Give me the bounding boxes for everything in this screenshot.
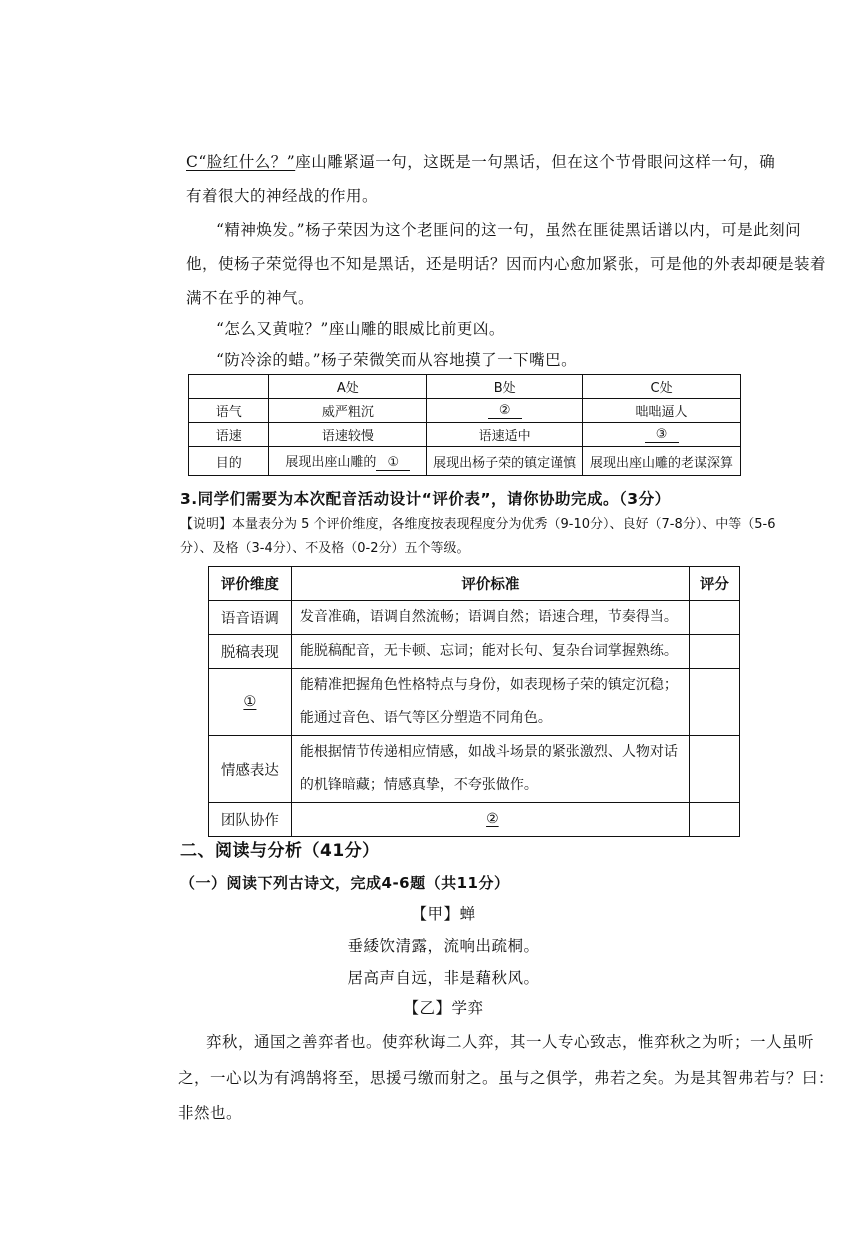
prose-title: 【乙】学弈 — [403, 999, 484, 1017]
answer-blank-2: ② — [486, 811, 499, 827]
row-label: 目的 — [189, 447, 269, 476]
score-cell — [689, 803, 739, 837]
score-cell — [689, 669, 739, 736]
row-label: 语气 — [189, 399, 269, 423]
passage-para-4: “防冷涂的蜡。”杨子荣微笑而从容地摸了一下嘴巴。 — [216, 351, 578, 369]
row-label: 语速 — [189, 423, 269, 447]
criteria-line: 的机锋暗藏；情感真挚，不夸张做作。 — [299, 777, 538, 793]
table-row — [209, 669, 740, 736]
answer-blank-3: ③ — [645, 427, 679, 443]
dimension-cell: 情感表达 — [209, 736, 292, 803]
evaluation-table — [208, 566, 740, 837]
table-row — [189, 447, 741, 476]
table-header-cell: B处 — [427, 375, 583, 399]
cell-text: 展现出座山雕的 — [285, 455, 377, 470]
criteria-cell: 发音准确，语调自然流畅；语调自然；语速合理，节奏得当。 — [291, 601, 689, 635]
criteria-cell — [291, 736, 689, 803]
table-row — [209, 635, 740, 669]
table-cell: 语速较慢 — [269, 423, 427, 447]
answer-blank-2: ② — [488, 403, 522, 419]
passage-para-2-line-2: 他，使杨子荣觉得也不知是黑话，还是明话？因而内心愈加紧张，可是他的外表却硬是装着 — [186, 255, 827, 273]
dubbing-table — [188, 374, 741, 476]
table-header-cell: 评分 — [689, 567, 739, 601]
prose-line-3: 非然也。 — [178, 1104, 243, 1122]
passage-text: 座山雕紧逼一句，这既是一句黑话，但在这个节骨眼问这样一句，确 — [295, 153, 776, 171]
table-cell: 咄咄逼人 — [583, 399, 741, 423]
table-cell — [583, 423, 741, 447]
dimension-cell — [209, 669, 292, 736]
table-cell: 语速适中 — [427, 423, 583, 447]
table-header-cell: 评价维度 — [209, 567, 292, 601]
answer-blank-1: ① — [376, 455, 410, 471]
poem-line-1: 垂緌饮清露，流响出疏桐。 — [347, 937, 540, 955]
table-header-row — [189, 375, 741, 399]
table-header-cell: A处 — [269, 375, 427, 399]
table-header-row — [209, 567, 740, 601]
criteria-cell — [291, 803, 689, 837]
section-2-title: 二、阅读与分析（41分） — [180, 841, 380, 861]
table-cell: 展现出座山雕的老谋深算 — [583, 447, 741, 476]
table-header-cell: C处 — [583, 375, 741, 399]
table-row — [209, 601, 740, 635]
criteria-cell — [291, 669, 689, 736]
dimension-cell: 语音语调 — [209, 601, 292, 635]
table-cell: 展现出杨子荣的镇定谨慎 — [427, 447, 583, 476]
table-row — [189, 399, 741, 423]
dimension-cell: 团队协作 — [209, 803, 292, 837]
table-cell — [269, 447, 427, 476]
passage-para-1-line-1 — [186, 146, 786, 179]
criteria-cell: 能脱稿配音，无卡顿、忘词；能对长句、复杂台词掌握熟练。 — [291, 635, 689, 669]
section-2-sub-1: （一）阅读下列古诗文，完成4-6题（共11分） — [180, 874, 510, 892]
answer-blank-1: ① — [243, 694, 257, 710]
table-cell — [189, 375, 269, 399]
question-3-title: 3.同学们需要为本次配音活动设计“评价表”，请你协助完成。（3分） — [180, 490, 671, 508]
score-cell — [689, 601, 739, 635]
poem-title: 【甲】蝉 — [411, 905, 476, 923]
prose-line-2: 之，一心以为有鸿鹄将至，思援弓缴而射之。虽与之俱学，弗若之矣。为是其智弗若与？曰： — [178, 1069, 835, 1087]
table-cell: 威严粗沉 — [269, 399, 427, 423]
passage-para-2-line-3: 满不在乎的神气。 — [186, 289, 315, 307]
question-3-note-line-1: 【说明】本量表分为 5 个评价维度，各维度按表现程度分为优秀（9-10分）、良好（7-8分）、中等（5-6 — [180, 517, 776, 532]
table-row — [209, 803, 740, 837]
table-row — [209, 736, 740, 803]
passage-para-1-line-2: 有着很大的神经战的作用。 — [186, 187, 379, 205]
criteria-line: 能根据情节传递相应情感，如战斗场景的紧张激烈、人物对话 — [299, 744, 678, 760]
passage-para-2-line-1: “精神焕发。”杨子荣因为这个老匪问的这一句，虽然在匪徒黑话谱以内，可是此刻问 — [216, 221, 802, 239]
passage-marker-c: C“脸红什么？” — [186, 153, 296, 171]
table-cell — [427, 399, 583, 423]
criteria-line: 能精准把握角色性格特点与身份，如表现杨子荣的镇定沉稳； — [299, 677, 678, 693]
table-header-cell: 评价标准 — [291, 567, 689, 601]
passage-para-3: “怎么又黄啦？”座山雕的眼威比前更凶。 — [216, 320, 505, 338]
score-cell — [689, 635, 739, 669]
dimension-cell: 脱稿表现 — [209, 635, 292, 669]
score-cell — [689, 736, 739, 803]
criteria-line: 能通过音色、语气等区分塑造不同角色。 — [299, 710, 552, 726]
table-row — [189, 423, 741, 447]
question-3-note-line-2: 分）、及格（3-4分）、不及格（0-2分）五个等级。 — [180, 541, 470, 556]
prose-line-1: 弈秋，通国之善弈者也。使弈秋诲二人弈，其一人专心致志，惟弈秋之为听；一人虽听 — [206, 1033, 815, 1051]
poem-line-2: 居高声自远，非是藉秋风。 — [347, 969, 540, 987]
